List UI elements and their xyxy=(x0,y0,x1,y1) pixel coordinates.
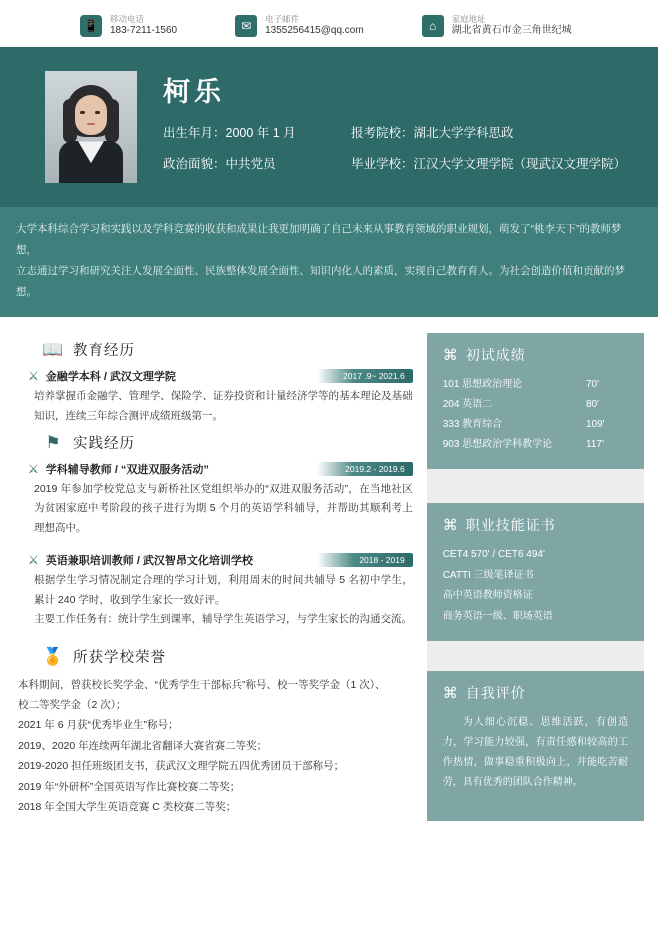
summary-block xyxy=(0,207,658,317)
honor-line: 2019、2020 年连续两年湖北省翻译大赛省赛二等奖； xyxy=(18,739,268,752)
section-practice-title: 实践经历 xyxy=(73,435,135,452)
practice-entry-1-date: 2019.2 - 2019.6 xyxy=(317,462,413,476)
mail-icon: ✉ xyxy=(235,15,257,37)
phone-icon: 📱 xyxy=(80,15,102,37)
honor-line: 校二等奖学金（2 次）； xyxy=(18,698,127,711)
summary-line-1: 大学本科综合学习和实践以及学科竞赛的收获和成果让我更加明确了自己未来从事教育领域的职业规划，萌发了“桃李天下”的教师梦想， xyxy=(16,223,622,257)
contact-phone xyxy=(80,14,177,37)
card-self-evaluation xyxy=(427,671,644,821)
birth-date: 出生年月：2000 年 1 月 xyxy=(163,125,296,140)
home-icon: ⌂ xyxy=(422,15,444,37)
header-info xyxy=(163,70,626,185)
resume-body xyxy=(0,317,658,821)
contact-email xyxy=(235,14,364,37)
left-column xyxy=(14,333,413,821)
certificate-item: 商务英语一级、职场英语 xyxy=(442,610,553,622)
section-education xyxy=(42,339,413,360)
page-title: 柯乐 xyxy=(163,76,225,107)
section-education-title: 教育经历 xyxy=(73,343,135,360)
right-column xyxy=(427,333,644,821)
honor-line: 2019 年“外研杯”全国英语写作比赛校赛二等奖； xyxy=(18,780,241,793)
grid-icon: ⌘ xyxy=(442,517,458,535)
header-row-2 xyxy=(163,154,626,172)
contact-address-label: 家庭地址 xyxy=(451,14,486,24)
certificate-item: 高中英语教师资格证 xyxy=(442,590,533,602)
practice-entry-1-title: 学科辅导教师 / “双进双服务活动” xyxy=(45,463,209,476)
honors-list xyxy=(18,675,413,818)
pin-icon: ⚔ xyxy=(28,553,39,568)
practice-entry-2-date: 2018 - 2019 xyxy=(317,553,413,567)
exam-subject: 333 教育综合 xyxy=(442,419,503,431)
section-practice xyxy=(42,432,413,453)
table-row xyxy=(443,395,628,415)
practice-entry-2-body-2: 主要工作任务有：统计学生到课率，辅导学生英语学习，与学生家长的沟通交流。 xyxy=(34,613,412,626)
table-row xyxy=(443,375,628,395)
summary-line-2: 立志通过学习和研究关注人发展全面性、民族整体发展全面性、知识内化人的素质，实现自己教育育人。为社会创造价值和贡献的梦想。 xyxy=(16,265,625,299)
medal-icon: 🏅 xyxy=(42,646,64,666)
practice-entry-1-body: 2019 年参加学校党总支与新桥社区党组织举办的“双进双服务活动”，在当地社区为贫困家庭中考阶段的孩子进行为期 5 个月的英语学科辅导，并帮助其顺利考上理想高中。 xyxy=(34,482,413,534)
certificate-item: CATTI 三级笔译证书 xyxy=(442,569,534,581)
political-status: 政治面貌：中共党员 xyxy=(163,156,276,171)
card-evaluation-title: 自我评价 xyxy=(465,685,526,702)
grid-icon: ⌘ xyxy=(442,347,458,365)
exam-subject: 204 英语二 xyxy=(442,399,493,411)
target-school: 报考院校：湖北大学学科思政 xyxy=(351,125,514,140)
exam-subject: 903 思想政治学科教学论 xyxy=(442,439,553,451)
exam-subject: 101 思想政治理论 xyxy=(442,379,523,391)
exam-score: 70' xyxy=(586,379,600,391)
header-row-1 xyxy=(163,123,626,141)
table-row xyxy=(443,415,628,435)
practice-entry-2-title: 英语兼职培训教师 / 武汉智昂文化培训学校 xyxy=(45,555,253,568)
pin-icon: ⚔ xyxy=(28,461,39,476)
book-icon: 📖 xyxy=(42,340,64,360)
practice-entry-1 xyxy=(28,461,413,538)
honor-line: 本科期间，曾获校长奖学金、“优秀学生干部标兵”称号、校一等奖学金（1 次）、 xyxy=(18,678,386,691)
pin-icon: ⚔ xyxy=(28,369,39,384)
card-certificates xyxy=(427,503,644,641)
section-honors-title: 所获学校荣誉 xyxy=(73,649,166,666)
evaluation-text: 为人细心沉稳、思维活跃，有创造力，学习能力较强，有责任感和较高的工作热情，做事稳重积极向上，并能吃苦耐劳，具有优秀的团队合作精神。 xyxy=(442,717,628,789)
contact-phone-value: 183-7211-1560 xyxy=(110,24,178,36)
contact-address xyxy=(422,14,572,37)
card-exam-title: 初试成绩 xyxy=(465,347,526,364)
avatar xyxy=(45,71,137,183)
honor-line: 2021 年 6 月获“优秀毕业生”称号； xyxy=(18,719,179,732)
education-entry xyxy=(28,368,413,426)
exam-score: 117' xyxy=(586,439,604,451)
certificate-item: CET4 570' / CET6 494' xyxy=(442,549,545,561)
contact-email-label: 电子邮件 xyxy=(265,14,300,24)
practice-entry-2 xyxy=(28,552,413,629)
section-honors xyxy=(42,646,413,667)
divider xyxy=(427,641,644,671)
education-entry-date: 2017 .9~ 2021.6 xyxy=(317,369,413,383)
grid-icon: ⌘ xyxy=(442,685,458,703)
graduate-school: 毕业学校：江汉大学文理学院（现武汉文理学院） xyxy=(351,156,627,171)
exam-score: 109' xyxy=(586,419,605,431)
education-entry-title: 金融学本科 / 武汉文理学院 xyxy=(45,371,176,384)
contact-email-value: 1355256415@qq.com xyxy=(265,24,364,36)
resume-header xyxy=(0,47,658,207)
contact-address-value: 湖北省黄石市金三角世纪城 xyxy=(451,24,572,36)
contact-phone-label: 移动电话 xyxy=(110,14,145,24)
honor-line: 2019-2020 担任班级团支书，获武汉文理学院五四优秀团员干部称号； xyxy=(18,760,345,773)
practice-entry-2-body-1: 根据学生学习情况制定合理的学习计划，利用周末的时间共辅导 5 名初中学生，累计 240 学时，收到学生家长一致好评。 xyxy=(34,574,413,606)
card-exam-scores xyxy=(427,333,644,469)
contact-bar xyxy=(0,0,658,47)
honor-line: 2018 年全国大学生英语竞赛 C 类校赛二等奖； xyxy=(18,801,237,814)
education-entry-body: 培养掌握币金融学、管理学、保险学、证券投资和计量经济学等的基本理论及基础知识，连续三年综合测评成绩班级第一。 xyxy=(34,390,413,422)
flag-icon: ⚑ xyxy=(45,432,61,452)
exam-score: 80' xyxy=(586,399,600,411)
table-row xyxy=(443,435,628,455)
card-certificates-title: 职业技能证书 xyxy=(465,517,556,534)
divider xyxy=(427,469,644,503)
